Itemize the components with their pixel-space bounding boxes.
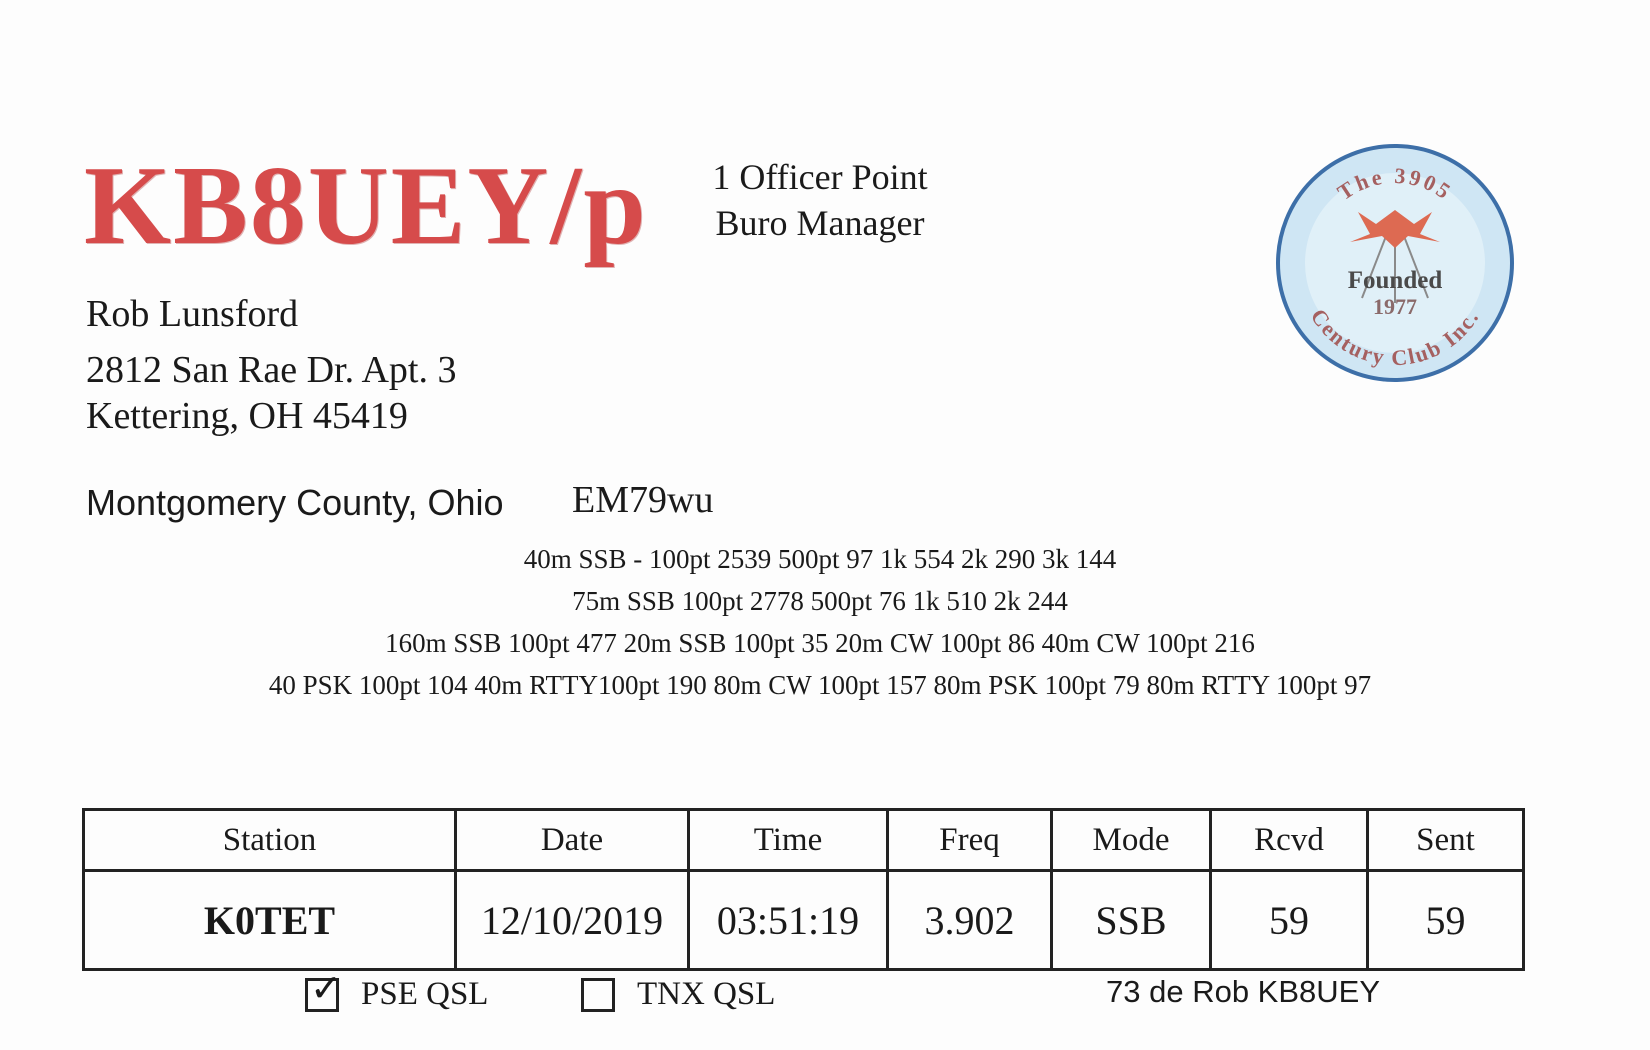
award-line: 160m SSB 100pt 477 20m SSB 100pt 35 20m CW 100pt 86 40m CW 100pt 216	[385, 628, 1255, 658]
table-row	[84, 871, 1524, 970]
logo-bottom-text: Century Club Inc.	[1305, 304, 1485, 371]
grid-locator: EM79wu	[572, 479, 714, 521]
award-line: 75m SSB 100pt 2778 500pt 76 1k 510 2k 244	[572, 586, 1068, 616]
logo-year: 1977	[1373, 294, 1417, 319]
pse-qsl-checkbox[interactable]	[305, 965, 342, 1012]
header-rcvd: Rcvd	[1211, 810, 1368, 871]
address-line-1: 2812 San Rae Dr. Apt. 3	[86, 349, 457, 391]
pse-qsl-label: PSE QSL	[361, 976, 489, 1012]
signature-line: 73 de Rob KB8UEY	[1106, 974, 1381, 1009]
pse-qsl-option[interactable]	[305, 965, 489, 1013]
county: Montgomery County, Ohio	[86, 482, 504, 523]
award-line: 40m SSB - 100pt 2539 500pt 97 1k 554 2k 290 3k 144	[523, 544, 1117, 574]
callsign-title: KB8UEY/p	[84, 144, 648, 268]
header-station: Station	[84, 810, 456, 871]
cell-sent: 59	[1368, 871, 1524, 970]
club-logo	[1270, 138, 1520, 388]
tnx-qsl-checkbox[interactable]	[581, 978, 615, 1012]
header-date: Date	[456, 810, 689, 871]
tnx-qsl-option[interactable]	[581, 976, 775, 1013]
address-line-2: Kettering, OH 45419	[86, 395, 408, 437]
award-line: 40 PSK 100pt 104 40m RTTY100pt 190 80m CW 100pt 157 80m PSK 100pt 79 80m RTTY 100pt 97	[268, 670, 1372, 700]
header-mode: Mode	[1052, 810, 1211, 871]
office-block	[690, 154, 950, 246]
cell-station: K0TET	[84, 871, 456, 970]
office-line-1: 1 Officer Point	[712, 157, 928, 197]
cell-mode: SSB	[1052, 871, 1211, 970]
logo-top-text: The 3905	[1332, 162, 1458, 206]
cell-rcvd: 59	[1211, 871, 1368, 970]
qso-log-table	[82, 808, 1525, 971]
logo-founded: Founded	[1347, 267, 1443, 294]
header-sent: Sent	[1368, 810, 1524, 871]
header-time: Time	[689, 810, 888, 871]
table-header-row	[84, 810, 1524, 871]
cell-date: 12/10/2019	[456, 871, 689, 970]
cell-freq: 3.902	[888, 871, 1052, 970]
checkmark-icon: ✓	[310, 965, 342, 1010]
header-freq: Freq	[888, 810, 1052, 871]
tnx-qsl-label: TNX QSL	[637, 976, 776, 1012]
office-line-2: Buro Manager	[715, 203, 925, 243]
cell-time: 03:51:19	[689, 871, 888, 970]
operator-name: Rob Lunsford	[86, 293, 299, 335]
award-list	[150, 538, 1490, 706]
